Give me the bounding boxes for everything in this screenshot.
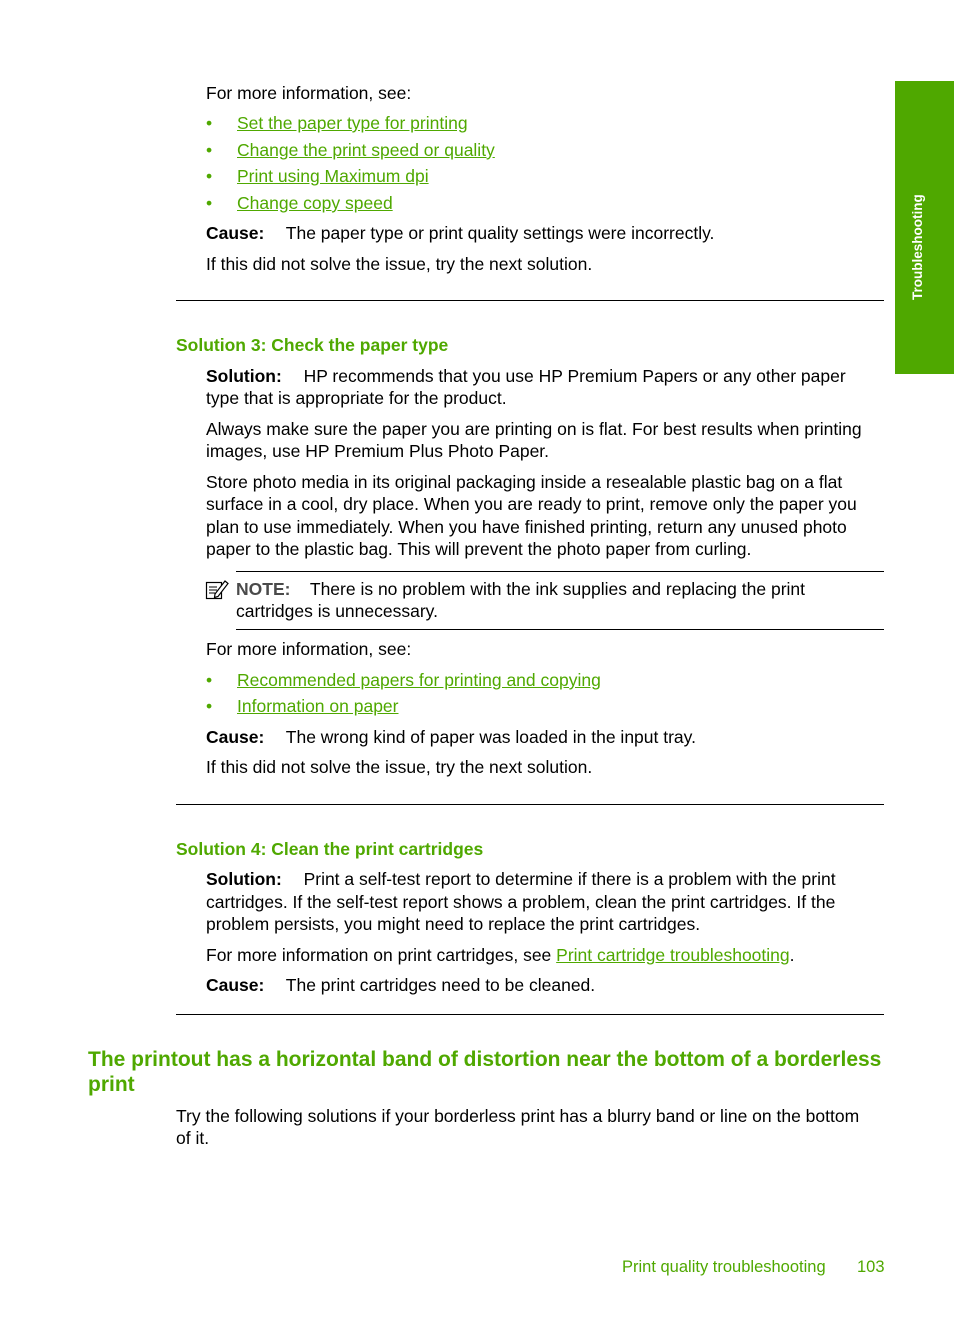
section-heading [88, 1047, 888, 1097]
solution-label: Solution: [206, 869, 282, 889]
solution-text: Print a self-test report to determine if there is a problem with the print [303, 869, 836, 889]
note-line1 [236, 578, 805, 601]
link-maximum-dpi[interactable]: Print using Maximum dpi [237, 166, 429, 186]
side-tab-label: Troubleshooting [910, 194, 925, 300]
divider [176, 300, 884, 301]
link-recommended-papers[interactable]: Recommended papers for printing and copying [237, 670, 601, 690]
solution3-para3-line4: paper to the plastic bag. This will prevent the photo paper from curling. [206, 539, 752, 559]
section-heading-line1: The printout has a horizontal band of distortion near the bottom of a borderless [88, 1048, 882, 1071]
next-solution-text: If this did not solve the issue, try the next solution. [206, 757, 593, 777]
solution3-heading: Solution 3: Check the paper type [176, 335, 449, 355]
bullet-icon: • [206, 140, 213, 160]
link-print-cartridge-troubleshooting[interactable]: Print cartridge troubleshooting [556, 945, 790, 965]
note-line2: cartridges is unnecessary. [236, 601, 438, 621]
solution4-heading: Solution 4: Clean the print cartridges [176, 839, 484, 859]
solution3-para3-line1: Store photo media in its original packaging inside a resealable plastic bag on a flat [206, 472, 843, 492]
solution4-solution-line3: problem persists, you might need to replace the print cartridges. [206, 914, 701, 934]
section-intro-line1: Try the following solutions if your borderless print has a blurry band or line on the bottom [176, 1106, 860, 1126]
note-top-rule [236, 571, 884, 572]
note-text: There is no problem with the ink supplies and replacing the print [309, 579, 806, 599]
more-info-suffix: . [789, 945, 795, 965]
note-bottom-rule [236, 629, 884, 630]
solution4-solution-line1 [206, 868, 836, 891]
solution3-solution-line1 [206, 365, 846, 388]
note-pencil-icon [205, 579, 229, 601]
solution3-para3-line2: surface in a cool, dry place. When you are ready to print, remove only the paper you [206, 494, 857, 514]
cause-text: The wrong kind of paper was loaded in the input tray. [285, 727, 696, 747]
solution3-para2-line2: images, use HP Premium Plus Photo Paper. [206, 441, 550, 461]
cause-paragraph [206, 222, 714, 245]
solution-text: HP recommends that you use HP Premium Papers or any other paper [303, 366, 846, 386]
bullet-icon: • [206, 670, 213, 690]
footer-section-title: Print quality troubleshooting [622, 1258, 826, 1276]
solution3-para3-line3: plan to use immediately. When you have finished printing, return any unused photo [206, 517, 847, 537]
cause-label: Cause: [206, 727, 265, 747]
cause-text: The print cartridges need to be cleaned. [285, 975, 596, 995]
solution3-solution-line2: type that is appropriate for the product. [206, 388, 507, 408]
divider [176, 804, 884, 805]
bullet-icon: • [206, 166, 213, 186]
section-heading-line2: print [88, 1073, 135, 1096]
solution4-more-info [206, 944, 795, 967]
solution-label: Solution: [206, 366, 282, 386]
cause-label: Cause: [206, 975, 265, 995]
cause-label: Cause: [206, 223, 265, 243]
cause-text: The paper type or print quality settings were incorrectly. [285, 223, 715, 243]
divider [176, 1014, 884, 1015]
link-information-on-paper[interactable]: Information on paper [237, 696, 399, 716]
cause-paragraph [206, 726, 696, 749]
bullet-icon: • [206, 696, 213, 716]
bullet-icon: • [206, 193, 213, 213]
note-label: NOTE: [236, 579, 291, 599]
more-info-text: For more information, see: [206, 639, 412, 659]
cause-paragraph [206, 974, 595, 997]
link-set-paper-type[interactable]: Set the paper type for printing [237, 113, 468, 133]
bullet-icon: • [206, 113, 213, 133]
link-change-print-speed[interactable]: Change the print speed or quality [237, 140, 495, 160]
section-intro-line2: of it. [176, 1128, 210, 1148]
more-info-text: For more information, see: [206, 83, 412, 103]
more-info-prefix: For more information on print cartridges, see [206, 945, 557, 965]
next-solution-text: If this did not solve the issue, try the next solution. [206, 254, 593, 274]
solution3-para2-line1: Always make sure the paper you are printing on is flat. For best results when printing [206, 419, 862, 439]
footer-page-number: 103 [857, 1258, 885, 1276]
link-change-copy-speed[interactable]: Change copy speed [237, 193, 393, 213]
solution4-solution-line2: cartridges. If the self-test report shows a problem, clean the print cartridges. If the [206, 892, 836, 912]
